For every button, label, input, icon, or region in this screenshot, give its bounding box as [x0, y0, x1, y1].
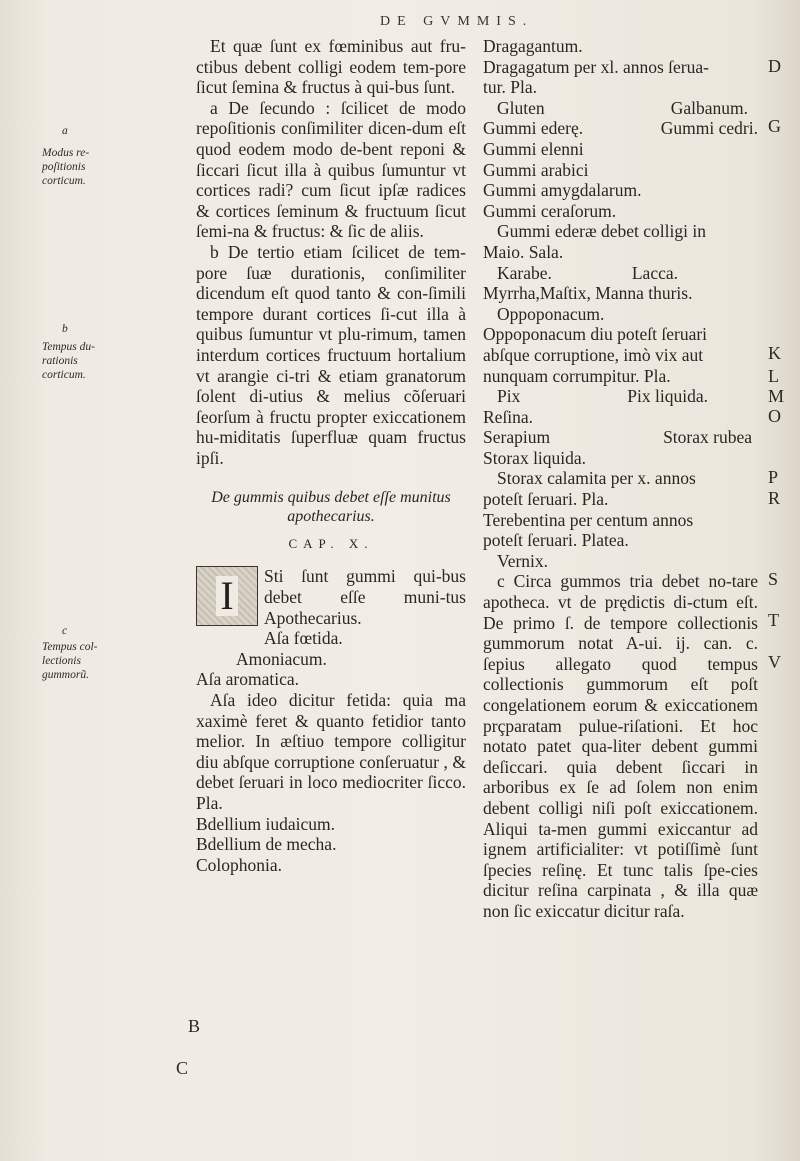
dragagatum-line-2: tur. Pla.	[483, 77, 537, 98]
paragraph-4: Aſa ideo dicitur fetida: quia ma xaximè feret & quanto fetidior tanto melior. In æſtiuo tempore colligitur diu abſque corruptione conſeruatur , & debet ſeruari in loco mediocriter ſicco. Pla.	[196, 690, 466, 813]
storax-calamita-line-1: Storax calamita per x. annos	[497, 468, 696, 489]
item-gummi-cerasorum: Gummi ceraſorum.	[483, 200, 617, 221]
oppoponacum-line-3: nunquam corrumpitur. Pla.	[483, 365, 671, 386]
right-column	[483, 36, 758, 922]
paragraph-2: a De ſecundo : ſcilicet de modo repoſitionis conſimiliter dicen-dum eſt quod eodem modo de-bent reponi & ſiccari ſicut illa à quibus ſumuntur vt cortices radi? cum ſicut ipſæ radices & cortices ſeminum & fructuum ſicut ſemi-na & fructus: & ſic de aliis.	[196, 97, 466, 242]
item-asa-aromatica: Aſa aromatica.	[196, 669, 300, 690]
storax-calamita-line-2: poteſt ſeruari. Pla.	[483, 489, 609, 510]
item-resina: Reſina.	[483, 406, 534, 427]
index-letter-G: G	[768, 116, 781, 136]
index-letter-S: S	[768, 569, 779, 589]
pair-karabe-lacca	[483, 263, 758, 284]
item-colophonia: Colophonia.	[196, 854, 283, 875]
item-dragagantum: Dragagantum.	[483, 36, 583, 56]
index-letter-M: M	[768, 386, 785, 406]
margin-letter-a: a	[62, 125, 68, 137]
item-gluten: Gluten	[497, 97, 545, 118]
index-letter-D: D	[768, 56, 781, 76]
index-letter-P: P	[768, 467, 779, 487]
index-letter-K: K	[768, 343, 781, 363]
terebentina-line-1: Terebentina per centum annos	[483, 509, 694, 530]
index-letter-O: O	[768, 406, 781, 426]
item-pix: Pix	[497, 386, 521, 407]
edera-note-line-1: Gummi ederæ debet colligi in	[497, 221, 706, 242]
item-storax-rubea: Storax rubea	[663, 427, 752, 448]
chapter-subtitle-line1: De gummis quibus debet eſſe munitus	[211, 489, 451, 507]
left-column	[196, 36, 466, 875]
item-myrrha: Myrrha,Maſtix, Manna thuris.	[483, 283, 693, 304]
margin-note-b: Tempus du-rationis corticum.	[42, 341, 95, 381]
running-header: DE GVMMIS.	[380, 14, 534, 29]
margin-note-c: Tempus col-lectionis gummorũ.	[42, 641, 98, 681]
chapter-subtitle	[196, 488, 466, 526]
chapter-opening-text: Sti ſunt gummi qui-bus debet eſſe muni-tus Apothecarius.	[264, 566, 466, 628]
pair-pix	[483, 386, 758, 407]
terebentina-line-2: poteſt ſeruari. Platea.	[483, 530, 629, 551]
item-gummi-amygdalarum: Gummi amygdalarum.	[483, 180, 642, 201]
margin-letter-B: B	[188, 1016, 201, 1036]
item-gummi-arabici: Gummi arabici	[483, 159, 589, 180]
item-asa-foetida: Aſa fœtida.	[264, 628, 343, 649]
item-gummi-cedri: Gummi cedri.	[660, 118, 758, 139]
item-serapium: Serapium	[483, 427, 551, 448]
item-bdellium-de-mecha: Bdellium de mecha.	[196, 834, 337, 855]
pair-gluten-galbanum	[483, 98, 758, 119]
margin-note-a: Modus re-poſitionis corticum.	[42, 147, 90, 187]
pair-gummi-edere-cedri	[483, 118, 758, 139]
item-lacca: Lacca.	[631, 262, 678, 283]
oppoponacum-line-1: Oppoponacum diu poteſt ſeruari	[483, 324, 708, 345]
edera-note-line-2: Maio. Sala.	[483, 241, 564, 262]
chapter-subtitle-line2: apothecarius.	[287, 508, 375, 526]
item-pix-liquida: Pix liquida.	[627, 386, 708, 407]
paragraph-1: Et quæ ſunt ex fœminibus aut fru-ctibus debent colligi eodem tem-pore ſicut ſemina & fructus à qui-bus ſunt.	[196, 36, 466, 98]
index-letter-V: V	[768, 652, 781, 672]
item-bdellium-iudaicum: Bdellium iudaicum.	[196, 813, 336, 834]
dragagatum-line-1: Dragagatum per xl. annos ſerua-	[483, 56, 709, 77]
margin-letter-b: b	[62, 323, 68, 335]
index-letter-T: T	[768, 610, 779, 630]
item-karabe: Karabe.	[497, 262, 552, 283]
item-gummi-edere: Gummi ederę.	[483, 118, 584, 139]
paragraph-3: b De tertio etiam ſcilicet de tem-pore ſuæ durationis, conſimiliter dicendum eſt quod tanto & con-ſimili tempore durant cortices ſi-cut illa à quibus ſumuntur vt plu-rimum, tamen interdum cortices fructuum hortalium vt arangie ci-tri & etiam granatorum ſolent di-utius & melius cõſeruari ſeorſum à fructu propter exiccationem hu-miditatis ſuperfluæ quam fructus ipſi.	[196, 241, 466, 468]
pair-serapium-storax	[483, 427, 758, 448]
index-letter-L: L	[768, 366, 779, 386]
margin-letter-c: c	[62, 625, 68, 637]
item-gummi-elenni: Gummi elenni	[483, 138, 584, 159]
item-vernix: Vernix.	[497, 550, 549, 571]
chapter-number: CAP. X.	[288, 536, 374, 552]
paragraph-gummi-collection: c Circa gummos tria debet no-tare apotheca. vt de prędictis di-ctum eſt. De primo ſ. de tempore collectionis gummorum notat A-ui. ij. can. c. ſepius allegato quod tempus collectionis gummorum eſt poſt congelationem eorum & exiccationem prçparatam pulue-riſationi. Et hoc notato patet qua-liter debent gummi deſiccari. quia debent ſiccari in arboribus ex ſe ad ſolem non enim debent colligi niſi poſt exiccationem. Aliqui ta-men gummi exiccantur ad ignem artificialiter: vt potiſſimè ſunt ſpecies reſinę. Et tunc talis ſpe-cies dicitur reſina carpinata , & illa quæ non ſic exiccatur dicitur raſa.	[483, 571, 758, 921]
item-galbanum: Galbanum.	[670, 97, 748, 118]
margin-letter-C: C	[176, 1058, 189, 1078]
decorated-initial: I	[196, 566, 258, 626]
chapter-opening	[196, 566, 466, 628]
item-amoniacum: Amoniacum.	[236, 648, 327, 669]
item-storax-liquida: Storax liquida.	[483, 447, 587, 468]
oppoponacum-line-2: abſque corruptione, imò vix aut	[483, 344, 704, 365]
item-oppoponacum: Oppoponacum.	[497, 303, 605, 324]
index-letter-R: R	[768, 488, 781, 508]
